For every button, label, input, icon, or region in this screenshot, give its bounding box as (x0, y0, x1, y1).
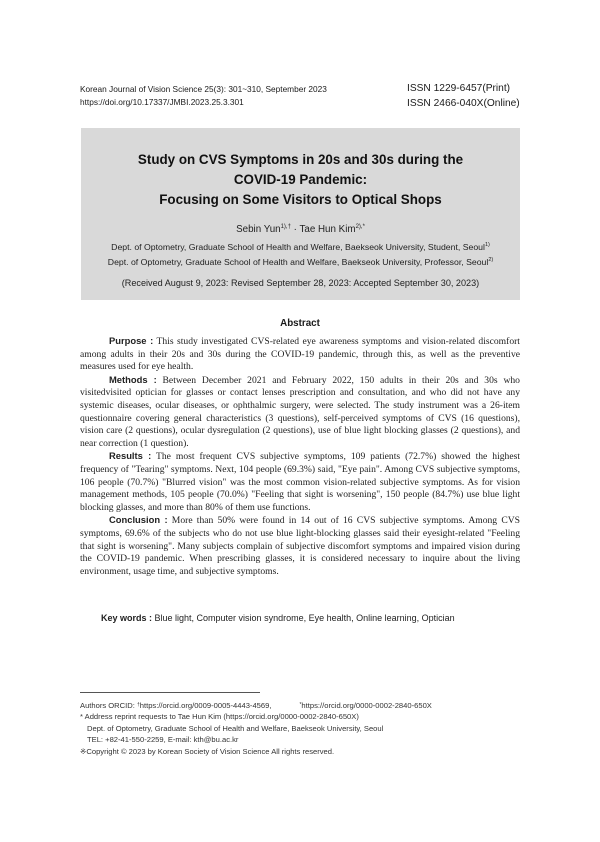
orcid-1-mark: † (136, 702, 140, 708)
keywords-label: Key words : (101, 613, 153, 623)
issn-block (407, 81, 520, 111)
abstract-purpose (80, 335, 520, 374)
purpose-text: This study investigated CVS-related eye awareness symptoms and vision-related discomfort among adults in their 20s and 30s during the COVID-19 pandemic, through this, as well as the preventive measures used for eye health. (80, 336, 520, 373)
affiliation-2 (81, 257, 520, 267)
methods-text: Between December 2021 and February 2022, 150 adults in their 20s and 30s who visitedvisited optician for glasses or contact lenses prescription and consultation, and who did not have any systemic diseases, ocular diseases, or ophthalmic surgery, were selected. The study instrument was a 26-item questionnaire covering general characteristics (3 questions), self-perceived symptoms of CVS (16 questions), vision care (2 questions), ocular dysregulation (2 questions), use of blue light blocking glasses (2 questions), and near correction (1 question). (80, 374, 520, 449)
keywords-text: Blue light, Computer vision syndrome, Eye health, Online learning, Optician (152, 613, 455, 623)
orcid-1-link[interactable]: https://orcid.org/0009-0005-4443-4569, (139, 701, 272, 710)
journal-citation-block (80, 83, 327, 109)
affiliation-2-mark: 2) (488, 257, 494, 263)
methods-label: Methods : (109, 373, 157, 385)
footnotes (80, 700, 540, 757)
title-line-2: COVID-19 Pandemic: (233, 172, 368, 187)
abstract-conclusion (80, 514, 520, 578)
author-2-marks: 2),* (355, 224, 365, 230)
journal-citation: Korean Journal of Vision Science 25(3): 301~310, September 2023 (80, 84, 327, 94)
purpose-label: Purpose : (109, 335, 154, 346)
author-1: Sebin Yun (236, 224, 281, 235)
results-label: Results : (109, 450, 152, 462)
author-2: Tae Hun Kim (299, 224, 356, 235)
correspondence-address: Dept. of Optometry, Graduate School of Health and Welfare, Baekseok University, Seoul (87, 723, 384, 733)
orcid-2-mark: * (299, 702, 302, 708)
affiliation-1-mark: 1) (484, 242, 490, 248)
conclusion-label: Conclusion : (109, 514, 168, 526)
reprint-request: * Address reprint requests to Tae Hun Kim (https://orcid.org/0000-0002-2840-650X) (80, 712, 359, 722)
author-separator: · (290, 224, 300, 235)
footnote-divider (80, 692, 260, 693)
abstract-body (80, 335, 520, 578)
abstract-heading: Abstract (280, 318, 320, 329)
title-line-1: Study on CVS Symptoms in 20s and 30s during the (137, 152, 464, 167)
results-text: The most frequent CVS subjective symptoms, 109 patients (72.7%) showed the highest frequency of "Tearing" symptoms. Next, 104 people (69.3%) said, "Eye pain". Among CVS subjective symptoms, 106 people (70.7%) "Blurred vision" was the most common vision-related subjective symptoms. As for vision management methods, 105 people (70.0%) "Feeling that sight is worsening", 150 people (84.7%) use blue light blocking glasses, and more than 80% of them use functions. (80, 451, 520, 513)
abstract-results (80, 450, 520, 514)
author-line (81, 224, 520, 235)
issn-online: ISSN 2466-040X(Online) (407, 98, 520, 109)
affiliation-1 (81, 242, 520, 252)
correspondence-contact: TEL: +82-41-550-2259, E-mail: kth@bu.ac.kr (87, 735, 239, 745)
orcid-line (80, 700, 540, 711)
paper-title (81, 150, 520, 210)
title-box (81, 128, 520, 300)
affiliation-2-text: Dept. of Optometry, Graduate School of Health and Welfare, Baekseok University, Professor, Seoul (107, 257, 489, 267)
conclusion-text: More than 50% were found in 14 out of 16 CVS subjective symptoms. Among CVS symptoms, 69.6% of the subjects who do not use blue light-blocking glasses said their eyesight-related "Feeling that sight is worsening". Many subjects complain of subjective discomfort symptoms and impaired vision during the COVID-19 pandemic. When prescribing glasses, it is considered necessary to inquire about the living environment, usage time, and subjective symptoms. (80, 515, 520, 577)
issn-print: ISSN 1229-6457(Print) (407, 83, 511, 94)
copyright-notice: ※Copyright © 2023 by Korean Society of Vision Science All rights reserved. (80, 746, 335, 756)
doi-link[interactable]: https://doi.org/10.17337/JMBI.2023.25.3.301 (80, 97, 244, 107)
affiliation-1-text: Dept. of Optometry, Graduate School of Health and Welfare, Baekseok University, Student, Seoul (111, 242, 485, 252)
author-1-marks: 1),† (280, 224, 291, 230)
abstract-methods (80, 374, 520, 451)
received-dates: (Received August 9, 2023: Revised September 28, 2023: Accepted September 30, 2023) (121, 278, 480, 288)
title-line-3: Focusing on Some Visitors to Optical Shops (159, 192, 442, 207)
orcid-label: Authors ORCID: (80, 701, 137, 710)
orcid-2-link[interactable]: https://orcid.org/0000-0002-2840-650X (301, 701, 432, 710)
keywords (101, 613, 455, 623)
